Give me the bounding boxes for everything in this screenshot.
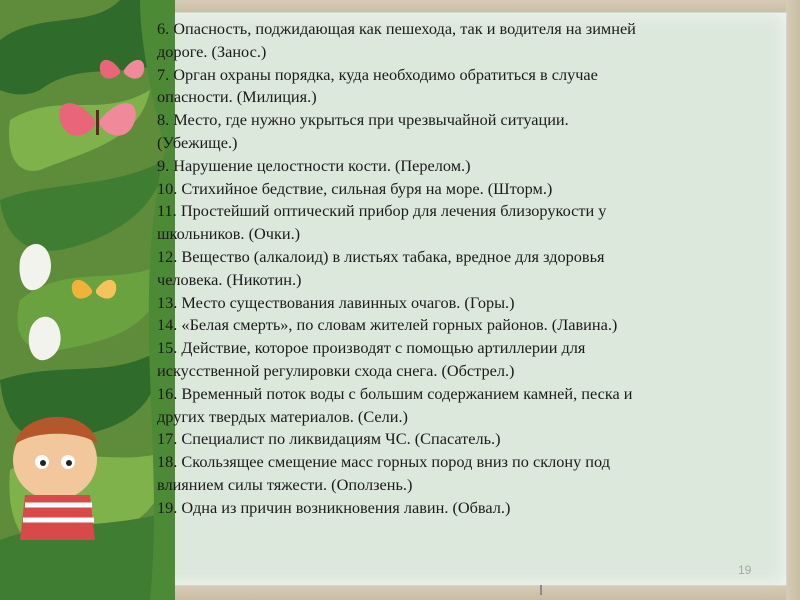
text-line: 6. Опасность, поджидающая как пешехода, так и водителя на зимней bbox=[157, 19, 636, 38]
text-line: 7. Орган охраны порядка, куда необходимо обратиться в случае bbox=[157, 64, 598, 84]
text-line: искусственной регулировки схода снега. (Обстрел.) bbox=[157, 360, 515, 380]
text-line: 13. Место существования лавинных очагов. (Горы.) bbox=[157, 292, 515, 312]
jungle-foliage-illustration bbox=[0, 0, 175, 600]
child-character-illustration bbox=[13, 417, 98, 540]
text-line: 8. Место, где нужно укрыться при чрезвычайной ситуации. bbox=[157, 110, 569, 130]
text-line: влиянием силы тяжести. (Оползень.) bbox=[157, 474, 413, 494]
text-line: (Убежище.) bbox=[157, 132, 238, 152]
text-line: 19. Одна из причин возникновения лавин. (Обвал.) bbox=[157, 497, 511, 517]
text-line: 15. Действие, которое производят с помощью артиллерии для bbox=[157, 338, 586, 358]
quiz-answers-text bbox=[157, 18, 757, 520]
text-line: опасности. (Милиция.) bbox=[157, 87, 317, 107]
divider-mark bbox=[540, 585, 542, 595]
text-line: 9. Нарушение целостности кости. (Перелом.) bbox=[157, 155, 471, 175]
text-line: 10. Стихийное бедствие, сильная буря на море. (Шторм.) bbox=[157, 178, 553, 198]
slide-frame-right bbox=[786, 0, 800, 600]
text-line: человека. (Никотин.) bbox=[157, 269, 302, 289]
text-line: 16. Временный поток воды с большим содержанием камней, песка и bbox=[157, 383, 633, 403]
text-line: школьников. (Очки.) bbox=[157, 224, 301, 244]
page-number: 19 bbox=[738, 563, 752, 577]
text-line: 11. Простейший оптический прибор для лечения близорукости у bbox=[157, 201, 607, 221]
text-line: 12. Вещество (алкалоид) в листьях табака, вредное для здоровья bbox=[157, 246, 605, 266]
text-line: других твердых материалов. (Сели.) bbox=[157, 406, 408, 426]
text-line: 14. «Белая смерть», по словам жителей горных районов. (Лавина.) bbox=[157, 315, 618, 335]
text-line: 17. Специалист по ликвидациям ЧС. (Спасатель.) bbox=[157, 429, 501, 449]
text-line: 18. Скользящее смещение масс горных пород вниз по склону под bbox=[157, 452, 610, 472]
text-line: дороге. (Занос.) bbox=[157, 41, 267, 61]
